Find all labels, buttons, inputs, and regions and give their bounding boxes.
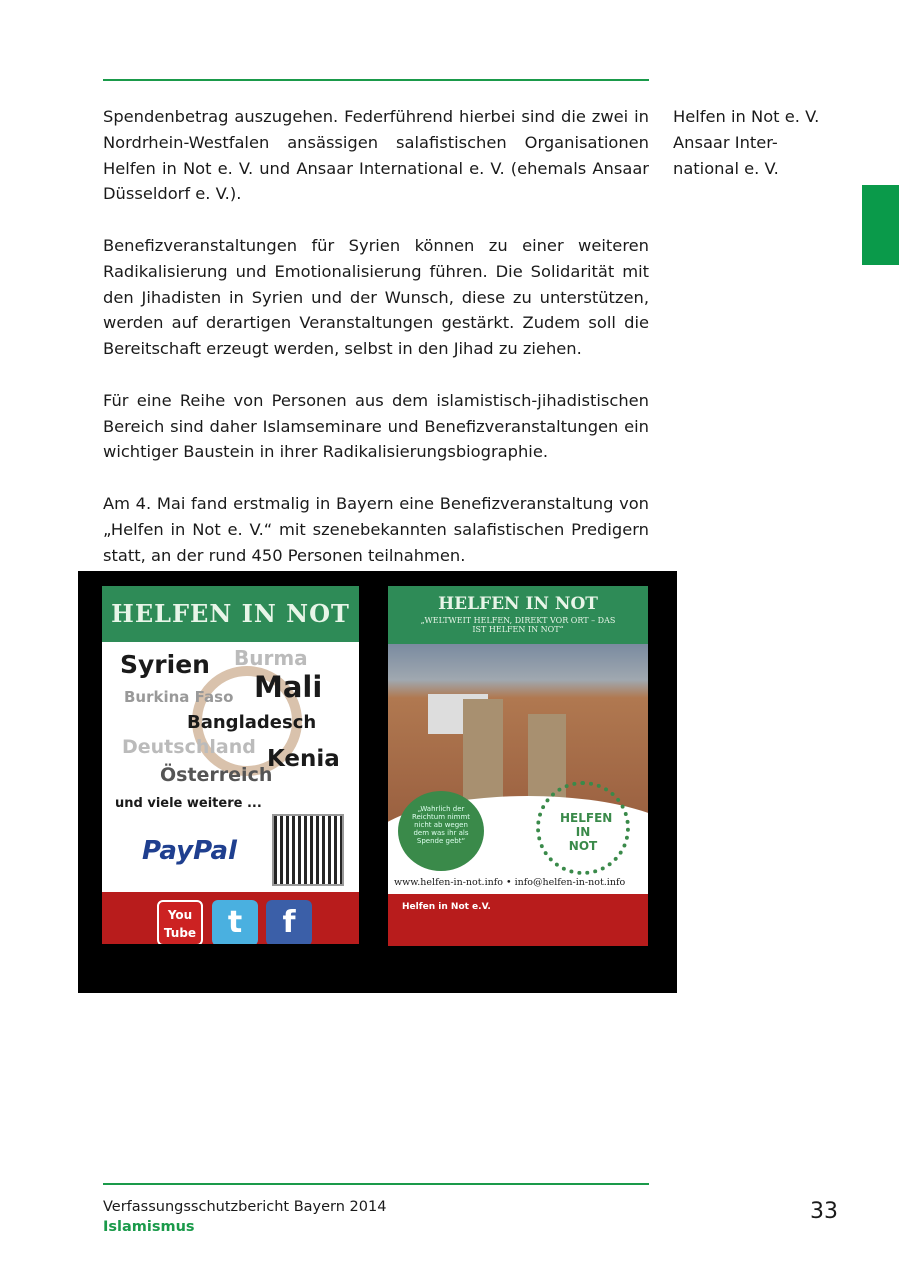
paragraph: Spendenbetrag auszugehen. Federführend hierbei sind die zwei in Nordrhein-Westfalen ansässigen salafistischen Organisationen Helfen in Not e. V. und Ansaar International e. V. (ehemals Ansaar Düsseldorf e. V.). [103, 107, 649, 204]
top-rule [103, 79, 649, 81]
social-bar [102, 892, 359, 944]
quote-badge: „Wahrlich der Reichtum nimmt nicht ab wegen dem was ihr als Spende gebt“ [398, 791, 484, 871]
page-number: 33 [810, 1199, 838, 1224]
paypal-logo: PayPal [142, 836, 237, 866]
poster-title: HELFEN IN NOT [102, 586, 359, 642]
poster-header [388, 586, 648, 644]
twitter-icon: t [212, 900, 258, 944]
margin-note: Ansaar Inter-national e. V. [673, 132, 779, 178]
paragraph: Benefizveranstaltungen für Syrien können zu einer weiteren Radikalisierung und Emotionalisierung führen. Die Solidarität mit den Jihadisten in Syrien und der Wunsch, diese zu unterstützen, werden auf derartigen Veranstaltungen gestärkt. Zudem soll die Bereitschaft erzeugt werden, selbst in den Jihad zu ziehen. [103, 235, 649, 359]
org-name: Helfen in Not e.V. [402, 902, 491, 912]
facebook-icon: f [266, 900, 312, 944]
margin-notes [673, 104, 843, 181]
contact-info: www.helfen-in-not.info • info@helfen-in-not.info [394, 877, 626, 888]
country-label: Mali [254, 670, 323, 704]
margin-note: Helfen in Not e. V. [673, 107, 820, 126]
country-label: Syrien [120, 650, 210, 679]
youtube-icon: You Tube [157, 900, 203, 944]
country-label: Deutschland [122, 736, 256, 758]
bottom-rule [103, 1183, 649, 1185]
more-text: und viele weitere ... [115, 796, 262, 811]
poster-donation [102, 586, 359, 944]
publication-title: Verfassungsschutzbericht Bayern 2014 [103, 1199, 387, 1215]
seal-logo: HELFEN IN NOT [536, 781, 630, 875]
qr-code-icon [272, 814, 344, 886]
country-label: Burkina Faso [124, 688, 234, 706]
body-text [103, 104, 649, 594]
poster-helfen-in-not [388, 586, 648, 946]
country-label: Bangladesch [187, 712, 317, 733]
country-label: Österreich [160, 764, 273, 786]
section-title: Islamismus [103, 1219, 195, 1235]
person [463, 699, 503, 809]
country-label: Burma [234, 646, 308, 670]
poster-slogan: „WELTWEIT HELFEN, DIREKT VOR ORT – DAS IST HELFEN IN NOT“ [420, 616, 616, 634]
paragraph: Am 4. Mai fand erstmalig in Bayern eine Benefizveranstaltung von „Helfen in Not e. V.“ mit szenebekannten salafistischen Predigern statt, an der rund 450 Personen teilnahmen. [103, 493, 649, 565]
paragraph: Für eine Reihe von Personen aus dem islamistisch-jihadistischen Bereich sind daher Islamseminare und Benefizveranstaltungen ein wichtiger Baustein in ihrer Radikalisierungsbiographie. [103, 390, 649, 462]
poster-title: HELFEN IN NOT [438, 594, 598, 614]
chapter-tab [862, 185, 899, 265]
country-label: Kenia [267, 746, 340, 772]
footer-band [388, 894, 648, 946]
